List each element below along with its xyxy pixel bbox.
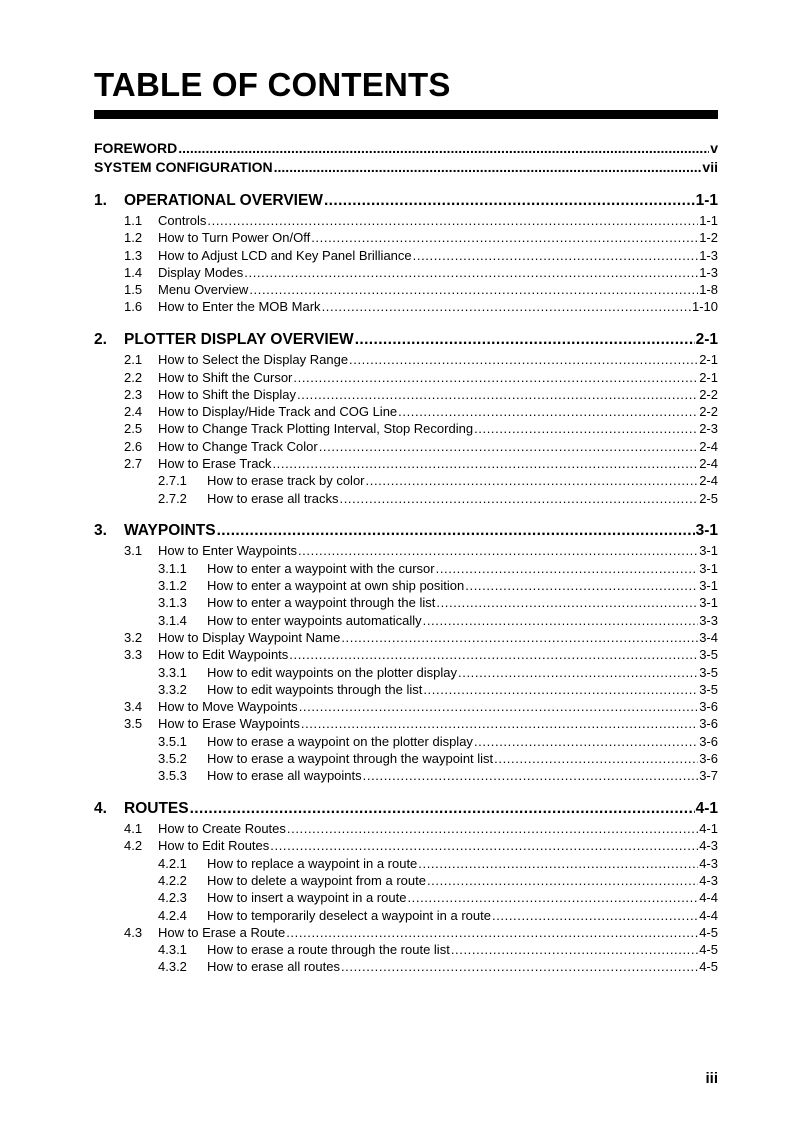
- entry-page: 3-1: [699, 578, 718, 594]
- entry-label: How to edit waypoints on the plotter display: [207, 664, 458, 680]
- toc-chapter-heading[interactable]: [94, 522, 718, 543]
- entry-page: 4-5: [699, 942, 718, 958]
- entry-label: How to Enter Waypoints: [158, 543, 297, 559]
- entry-page: 4-1: [699, 821, 718, 837]
- toc-section-entry[interactable]: [94, 421, 718, 438]
- entry-page: 2-4: [699, 473, 718, 489]
- entry-label: How to erase a waypoint through the waypoint list: [207, 751, 494, 767]
- entry-page: 3-4: [699, 629, 718, 645]
- entry-number: 2.3: [124, 386, 143, 402]
- toc-section-entry[interactable]: [94, 370, 718, 387]
- toc-section-entry[interactable]: [94, 282, 718, 299]
- entry-page: 2-2: [699, 404, 718, 420]
- entry-number: 3.2: [124, 629, 143, 645]
- toc-subsection-entry[interactable]: [94, 682, 718, 699]
- entry-number: 4.2.4: [158, 907, 187, 923]
- entry-number: 3.1.2: [158, 578, 187, 594]
- dot-leader: [341, 959, 698, 974]
- entry-number: 1.6: [124, 299, 143, 315]
- toc-subsection-entry[interactable]: [94, 734, 718, 751]
- entry-number: 3.: [94, 522, 107, 540]
- toc-section-entry[interactable]: [94, 265, 718, 282]
- entry-page: 4-1: [695, 800, 718, 818]
- table-of-contents: [94, 140, 718, 977]
- entry-label: How to Erase Waypoints: [158, 716, 300, 732]
- entry-page: 4-5: [699, 924, 718, 940]
- entry-page: 4-5: [699, 959, 718, 975]
- entry-label: How to Turn Power On/Off: [158, 230, 311, 246]
- toc-subsection-entry[interactable]: [94, 942, 718, 959]
- entry-label: How to enter a waypoint at own ship position: [207, 578, 465, 594]
- entry-label: How to enter a waypoint with the cursor: [207, 560, 435, 576]
- entry-number: 1.: [94, 192, 107, 209]
- entry-label: How to Select the Display Range: [158, 352, 349, 368]
- toc-section-entry[interactable]: [94, 630, 718, 647]
- entry-number: 1.3: [124, 247, 143, 263]
- entry-page: 4-3: [699, 838, 718, 854]
- toc-section-entry[interactable]: [94, 213, 718, 230]
- toc-subsection-entry[interactable]: [94, 856, 718, 873]
- entry-number: 3.5.1: [158, 733, 187, 749]
- entry-page: 3-6: [699, 699, 718, 715]
- spacer: [94, 178, 718, 192]
- entry-page: vii: [702, 159, 718, 175]
- entry-page: 3-1: [699, 595, 718, 611]
- entry-page: 2-5: [699, 490, 718, 506]
- entry-label: How to Display/Hide Track and COG Line: [158, 404, 398, 420]
- dot-leader: [341, 630, 698, 645]
- entry-label: How to Erase Track: [158, 456, 272, 472]
- entry-page: 2-1: [699, 352, 718, 368]
- entry-number: 4.: [94, 800, 107, 818]
- toc-section-entry[interactable]: [94, 352, 718, 369]
- toc-chapter-heading[interactable]: [94, 800, 718, 821]
- entry-label: How to insert a waypoint in a route: [207, 890, 407, 906]
- dot-leader: [324, 192, 695, 210]
- toc-section-entry[interactable]: [94, 699, 718, 716]
- toc-subsection-entry[interactable]: [94, 959, 718, 976]
- entry-page: 3-1: [699, 560, 718, 576]
- dot-leader: [427, 873, 698, 888]
- toc-subsection-entry[interactable]: [94, 665, 718, 682]
- toc-subsection-entry[interactable]: [94, 595, 718, 612]
- toc-subsection-entry[interactable]: [94, 491, 718, 508]
- entry-label: How to Move Waypoints: [158, 699, 298, 715]
- entry-page: 4-4: [699, 890, 718, 906]
- dot-leader: [298, 543, 698, 558]
- entry-page: 3-7: [699, 768, 718, 784]
- entry-number: 4.2: [124, 838, 143, 854]
- entry-page: 3-5: [699, 681, 718, 697]
- entry-label: WAYPOINTS: [124, 522, 216, 540]
- entry-number: 2.5: [124, 421, 143, 437]
- entry-page: 3-5: [699, 664, 718, 680]
- dot-leader: [207, 213, 698, 228]
- entry-number: 3.1.1: [158, 560, 187, 576]
- spacer: [94, 317, 718, 332]
- toc-section-entry[interactable]: [94, 925, 718, 942]
- entry-page: 1-1: [695, 192, 718, 209]
- toc-subsection-entry[interactable]: [94, 473, 718, 490]
- dot-leader: [349, 352, 698, 367]
- dot-leader: [494, 751, 698, 766]
- entry-label: How to Change Track Plotting Interval, Stop Recording: [158, 421, 474, 437]
- entry-label: How to Change Track Color: [158, 438, 318, 454]
- dot-leader: [244, 265, 698, 280]
- entry-page: 1-8: [699, 282, 718, 298]
- entry-label: How to erase a waypoint on the plotter display: [207, 733, 473, 749]
- toc-section-entry[interactable]: [94, 821, 718, 838]
- entry-number: 3.5.3: [158, 768, 187, 784]
- entry-label: How to Shift the Display: [158, 386, 297, 402]
- dot-leader: [293, 370, 698, 385]
- entry-label: Display Modes: [158, 264, 244, 280]
- entry-page: v: [710, 140, 718, 156]
- entry-number: 1.4: [124, 264, 143, 280]
- toc-section-entry[interactable]: [94, 456, 718, 473]
- entry-label: How to Edit Routes: [158, 838, 270, 854]
- dot-leader: [270, 838, 698, 853]
- title-rule: [94, 110, 718, 119]
- dot-leader: [297, 387, 698, 402]
- toc-section-entry[interactable]: [94, 404, 718, 421]
- entry-page: 3-6: [699, 751, 718, 767]
- dot-leader: [436, 595, 698, 610]
- entry-number: 4.3.2: [158, 959, 187, 975]
- dot-leader: [190, 800, 695, 818]
- toc-section-entry[interactable]: [94, 230, 718, 247]
- entry-number: 2.2: [124, 369, 143, 385]
- dot-leader: [413, 248, 699, 263]
- toc-subsection-entry[interactable]: [94, 578, 718, 595]
- entry-label: How to temporarily deselect a waypoint in a route: [207, 907, 491, 923]
- entry-page: 3-3: [699, 612, 718, 628]
- dot-leader: [418, 856, 698, 871]
- entry-number: 2.7.1: [158, 473, 187, 489]
- entry-page: 3-5: [699, 647, 718, 663]
- dot-leader: [423, 613, 699, 628]
- dot-leader: [178, 140, 709, 156]
- toc-section-entry[interactable]: [94, 248, 718, 265]
- entry-number: 1.1: [124, 213, 143, 228]
- entry-label: How to erase all waypoints: [207, 768, 362, 784]
- entry-number: 3.1.4: [158, 612, 187, 628]
- entry-number: 2.7: [124, 456, 143, 472]
- entry-label: How to Enter the MOB Mark: [158, 299, 321, 315]
- entry-number: 3.3: [124, 647, 143, 663]
- entry-label: How to erase a route through the route list: [207, 942, 450, 958]
- dot-leader: [301, 716, 698, 731]
- entry-label: How to Display Waypoint Name: [158, 629, 341, 645]
- dot-leader: [465, 578, 698, 593]
- dot-leader: [217, 522, 695, 540]
- entry-page: 2-1: [699, 369, 718, 385]
- entry-label: How to Shift the Cursor: [158, 369, 293, 385]
- dot-leader: [474, 421, 698, 436]
- entry-page: 1-3: [699, 247, 718, 263]
- entry-page: 3-1: [699, 543, 718, 559]
- entry-number: 4.2.3: [158, 890, 187, 906]
- entry-label: OPERATIONAL OVERVIEW: [124, 192, 323, 209]
- entry-number: 1.2: [124, 230, 143, 246]
- entry-page: 1-2: [699, 230, 718, 246]
- entry-label: How to Erase a Route: [158, 924, 286, 940]
- dot-leader: [274, 159, 702, 175]
- entry-number: 4.2.1: [158, 855, 187, 871]
- entry-label: SYSTEM CONFIGURATION: [94, 159, 273, 175]
- dot-leader: [492, 908, 698, 923]
- dot-leader: [474, 734, 698, 749]
- entry-label: How to Create Routes: [158, 821, 286, 837]
- entry-number: 2.7.2: [158, 490, 187, 506]
- dot-leader: [311, 230, 698, 245]
- entry-number: 2.: [94, 331, 107, 349]
- entry-label: ROUTES: [124, 800, 189, 818]
- dot-leader: [458, 665, 698, 680]
- entry-page: 4-3: [699, 873, 718, 888]
- entry-page: 1-3: [699, 264, 718, 280]
- entry-page: 1-10: [691, 299, 718, 315]
- dot-leader: [451, 942, 698, 957]
- toc-section-entry[interactable]: [94, 543, 718, 560]
- entry-label: PLOTTER DISPLAY OVERVIEW: [124, 331, 354, 349]
- entry-label: FOREWORD: [94, 140, 178, 156]
- toc-front-entry[interactable]: [94, 159, 718, 178]
- entry-page: 4-3: [699, 855, 718, 871]
- dot-leader: [436, 561, 699, 576]
- dot-leader: [407, 890, 698, 905]
- dot-leader: [363, 768, 699, 783]
- toc-chapter-heading[interactable]: [94, 192, 718, 213]
- dot-leader: [366, 473, 699, 488]
- entry-label: How to Adjust LCD and Key Panel Brilliance: [158, 247, 412, 263]
- toc-front-entry[interactable]: [94, 140, 718, 159]
- entry-number: 3.3.1: [158, 664, 187, 680]
- dot-leader: [289, 647, 698, 662]
- dot-leader: [322, 299, 691, 314]
- entry-label: How to delete a waypoint from a route: [207, 873, 426, 888]
- entry-page: 3-1: [695, 522, 718, 540]
- entry-number: 4.2.2: [158, 873, 187, 888]
- entry-label: How to erase all tracks: [207, 490, 339, 506]
- toc-subsection-entry[interactable]: [94, 751, 718, 768]
- entry-label: How to enter a waypoint through the list: [207, 595, 436, 611]
- entry-page: 1-1: [699, 213, 718, 228]
- entry-label: How to enter waypoints automatically: [207, 612, 422, 628]
- dot-leader: [398, 404, 698, 419]
- entry-page: 2-3: [699, 421, 718, 437]
- page-number: iii: [705, 1070, 718, 1087]
- dot-leader: [355, 331, 695, 349]
- toc-subsection-entry[interactable]: [94, 768, 718, 785]
- dot-leader: [272, 456, 698, 471]
- dot-leader: [319, 439, 699, 454]
- entry-page: 2-2: [699, 386, 718, 402]
- entry-number: 2.6: [124, 438, 143, 454]
- entry-number: 4.3: [124, 924, 143, 940]
- entry-number: 3.3.2: [158, 681, 187, 697]
- entry-page: 2-4: [699, 438, 718, 454]
- entry-label: Menu Overview: [158, 282, 249, 298]
- entry-label: How to erase track by color: [207, 473, 365, 489]
- entry-page: 3-6: [699, 733, 718, 749]
- dot-leader: [299, 699, 699, 714]
- entry-number: 3.4: [124, 699, 143, 715]
- toc-section-entry[interactable]: [94, 716, 718, 733]
- entry-number: 3.1.3: [158, 595, 187, 611]
- entry-label: How to replace a waypoint in a route: [207, 855, 418, 871]
- entry-number: 2.4: [124, 404, 143, 420]
- toc-section-entry[interactable]: [94, 647, 718, 664]
- entry-page: 3-6: [699, 716, 718, 732]
- toc-subsection-entry[interactable]: [94, 873, 718, 890]
- toc-section-entry[interactable]: [94, 299, 718, 316]
- toc-chapter-heading[interactable]: [94, 331, 718, 352]
- entry-number: 1.5: [124, 282, 143, 298]
- entry-number: 2.1: [124, 352, 143, 368]
- spacer: [94, 786, 718, 801]
- entry-page: 2-4: [699, 456, 718, 472]
- entry-number: 4.3.1: [158, 942, 187, 958]
- entry-label: How to edit waypoints through the list: [207, 681, 423, 697]
- dot-leader: [286, 925, 698, 940]
- entry-page: 4-4: [699, 907, 718, 923]
- toc-section-entry[interactable]: [94, 439, 718, 456]
- dot-leader: [423, 682, 698, 697]
- toc-subsection-entry[interactable]: [94, 890, 718, 907]
- dot-leader: [340, 491, 699, 506]
- dot-leader: [249, 282, 698, 297]
- entry-number: 3.5.2: [158, 751, 187, 767]
- spacer: [94, 508, 718, 523]
- entry-number: 3.1: [124, 543, 143, 559]
- entry-label: How to Edit Waypoints: [158, 647, 289, 663]
- page-title: TABLE OF CONTENTS: [94, 66, 451, 103]
- entry-label: Controls: [158, 213, 207, 228]
- entry-page: 2-1: [695, 331, 718, 349]
- toc-subsection-entry[interactable]: [94, 613, 718, 630]
- toc-subsection-entry[interactable]: [94, 561, 718, 578]
- entry-label: How to erase all routes: [207, 959, 340, 975]
- toc-subsection-entry[interactable]: [94, 908, 718, 925]
- entry-number: 4.1: [124, 821, 143, 837]
- toc-section-entry[interactable]: [94, 838, 718, 855]
- entry-number: 3.5: [124, 716, 143, 732]
- toc-section-entry[interactable]: [94, 387, 718, 404]
- dot-leader: [287, 821, 698, 836]
